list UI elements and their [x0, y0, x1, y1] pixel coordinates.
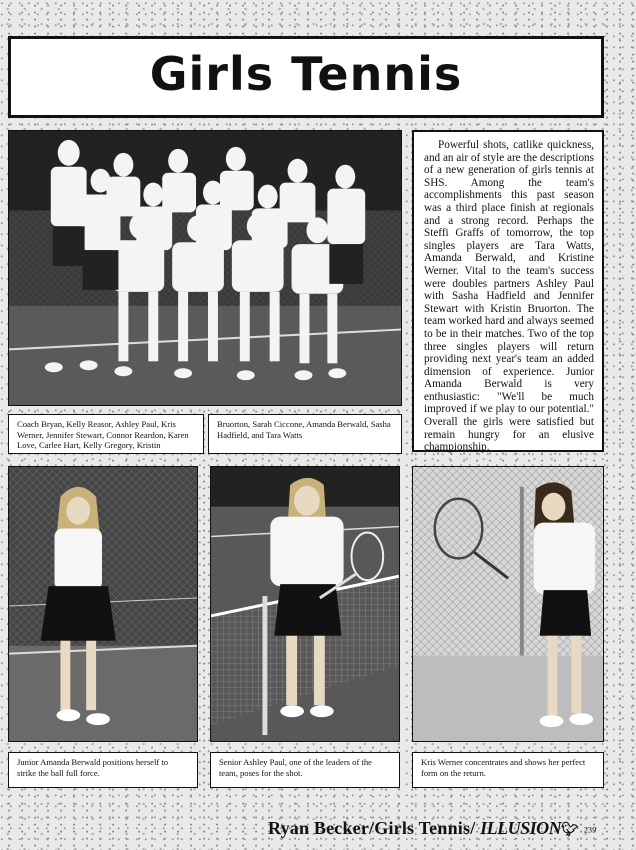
- page-footer: [268, 818, 596, 839]
- team-caption-left: Coach Bryan, Kelly Reasor, Ashley Paul, Kris Werner, Jennifer Stewart, Connor Reardon, Karen Love, Carlee Hart, Kelly Gregory, Kristin: [8, 414, 204, 454]
- paul-caption: Senior Ashley Paul, one of the leaders of the team, poses for the shot.: [210, 752, 400, 788]
- story-text: Powerful shots, catlike quickness, and an air of style are the descriptions of a new generation of girls tennis at SHS. Among the team's accomplishments this past season was a third place finish at regionals and a strong record. Perhaps the Steffi Graffs of tomorrow, the top singles players are Tara Watts, Amanda Berwald, and Kristine Werner. Vital to the team's success were doubles partners Ashley Paul with Sasha Hadfield and Jennifer Stewart with Kristin Bruorton. The team worked hard and always seemed to be in their matches. Two of the top three singles players will return providing next year's team an added dimension of experience. Junior Amanda Berwald is very enthusiastic: "We'll be much improved if we play to our potential." Overall the girls were satisfied but remain hungry for an elusive championship.: [412, 130, 604, 452]
- bird-icon: 🐦︎: [561, 823, 580, 838]
- werner-caption: Kris Werner concentrates and shows her perfect form on the return.: [412, 752, 604, 788]
- berwald-caption: Junior Amanda Berwald positions herself to strike the ball full force.: [8, 752, 198, 788]
- footer-brand: ILLUSION: [480, 818, 562, 838]
- team-caption-right: Bruorton, Sarah Ciccone, Amanda Berwald, Sasha Hadfield, and Tara Watts: [208, 414, 402, 454]
- page-number: 239: [583, 825, 597, 835]
- page-title: Girls Tennis: [149, 47, 463, 101]
- team-photo: [8, 130, 402, 406]
- footer-credit: Ryan Becker/Girls Tennis/: [268, 818, 476, 838]
- berwald-photo: [8, 466, 198, 742]
- title-banner: [8, 36, 604, 118]
- paul-photo: [210, 466, 400, 742]
- werner-photo: [412, 466, 604, 742]
